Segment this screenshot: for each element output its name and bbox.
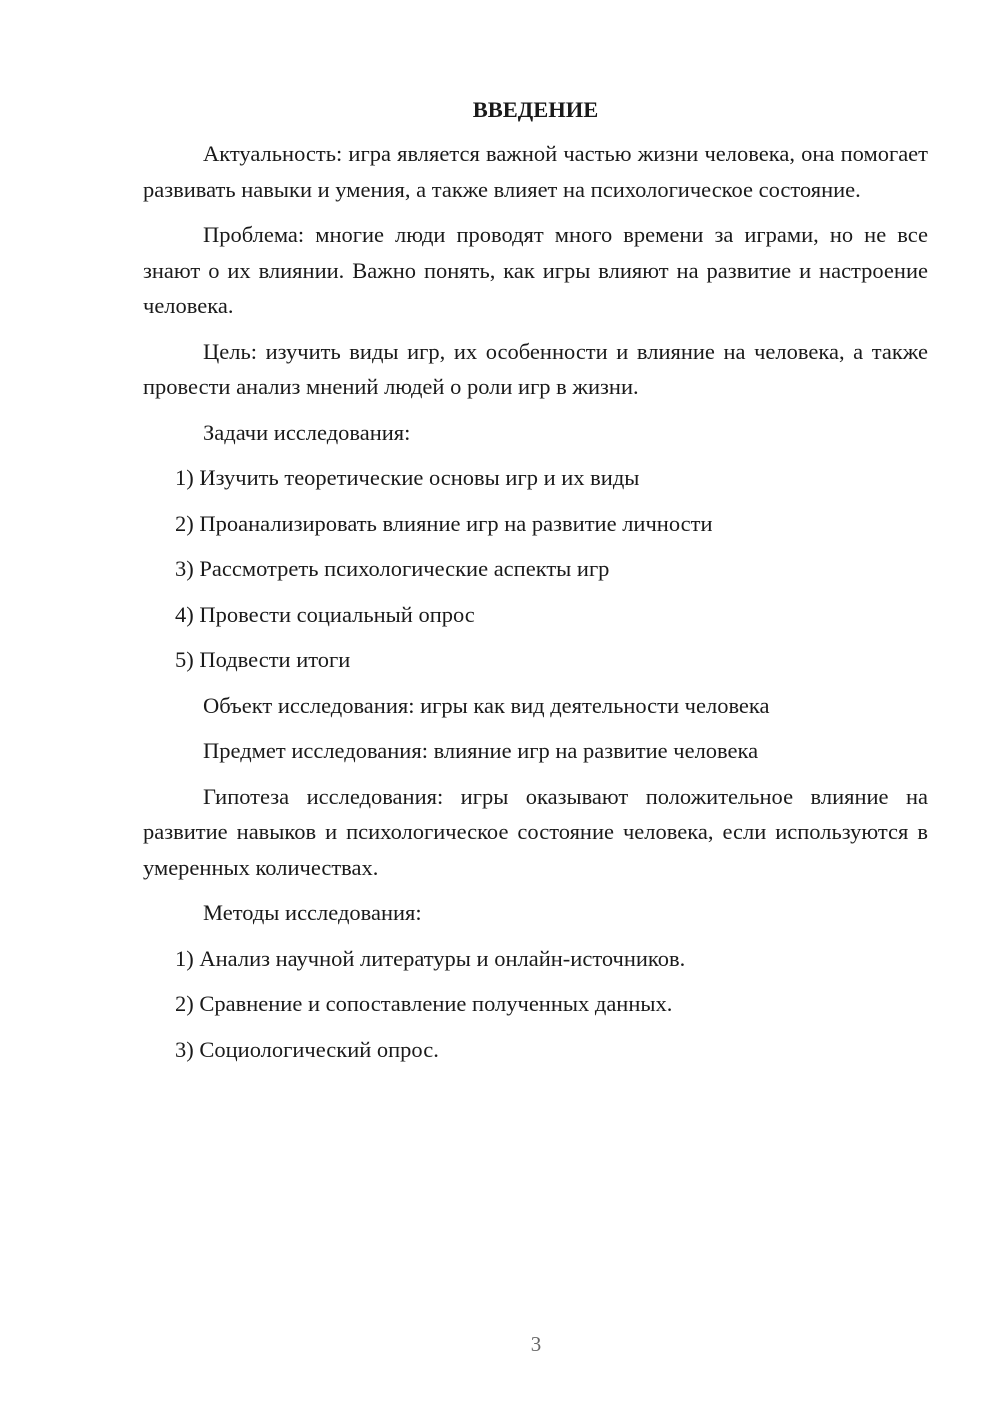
- method-item: 3) Социологический опрос.: [175, 1036, 439, 1062]
- tasks-list: [143, 460, 928, 678]
- page-number: 3: [530, 1332, 542, 1356]
- subject-line: Предмет исследования: влияние игр на развитие человека: [203, 738, 759, 763]
- task-item: 1) Изучить теоретические основы игр и их виды: [175, 465, 640, 490]
- page-title: ВВЕДЕНИЕ: [472, 97, 599, 122]
- relevance-paragraph: Актуальность: игра является важной частью жизни человека, она помогает развивать навыки и умения, а также влияет на психологическое состояние.: [143, 141, 928, 202]
- task-item: 2) Проанализировать влияние игр на развитие личности: [175, 510, 713, 536]
- methods-list: [143, 941, 928, 1068]
- goal-paragraph: Цель: изучить виды игр, их особенности и влияние на человека, а также провести анализ мнений людей о роли игр в жизни.: [143, 338, 928, 399]
- task-item: 3) Рассмотреть психологические аспекты игр: [175, 556, 610, 581]
- method-item: 2) Сравнение и сопоставление полученных данных.: [175, 991, 673, 1016]
- problem-paragraph: Проблема: многие люди проводят много времени за играми, но не все знают о их влиянии. Важно понять, как игры влияют на развитие и настроение человека.: [143, 222, 928, 318]
- page-content: [143, 92, 928, 1077]
- methods-heading: Методы исследования:: [203, 900, 422, 925]
- method-item: 1) Анализ научной литературы и онлайн-источников.: [175, 945, 686, 971]
- task-item: 5) Подвести итоги: [175, 647, 351, 672]
- object-line: Объект исследования: игры как вид деятельности человека: [203, 692, 770, 718]
- task-item: 4) Провести социальный опрос: [175, 601, 475, 627]
- tasks-heading: Задачи исследования:: [203, 419, 411, 445]
- hypothesis-paragraph: Гипотеза исследования: игры оказывают положительное влияние на развитие навыков и психологическое состояние человека, если используются в умеренных количествах.: [143, 783, 928, 880]
